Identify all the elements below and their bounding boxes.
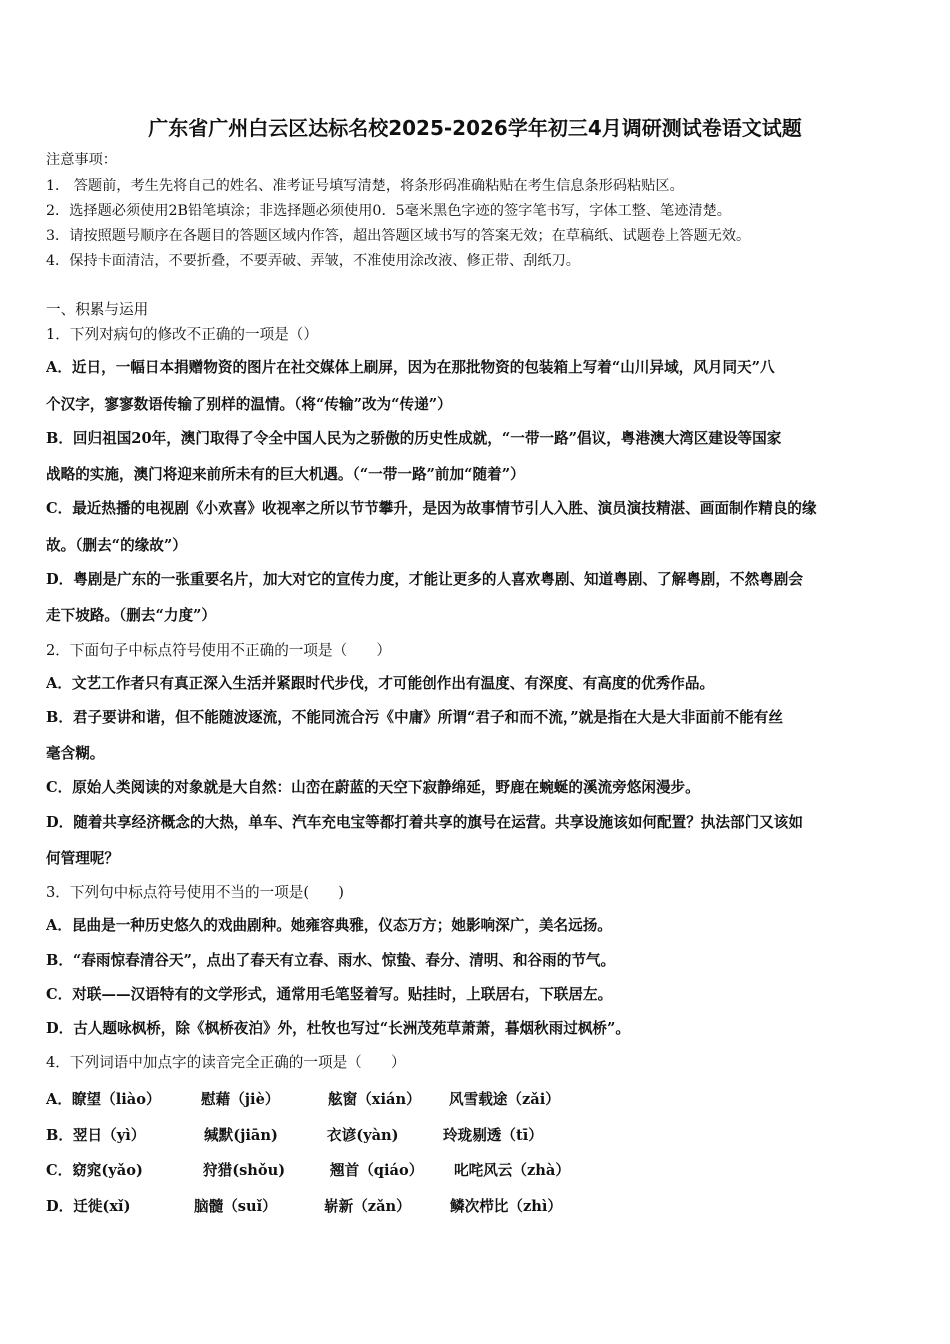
option-word: A．瞭望（liào） bbox=[46, 1091, 161, 1108]
question-stem: 2．下面句子中标点符号使用不正确的一项是（ ） bbox=[46, 642, 391, 659]
option-word: 风雪载途（zǎi） bbox=[449, 1091, 560, 1108]
option-line: D．随着共享经济概念的大热，单车、汽车充电宝等都打着共享的旗号在运营。共享设施该如何配置？执法部门又该如 bbox=[46, 814, 803, 831]
option-word: D．迁徙(xǐ) bbox=[46, 1198, 131, 1215]
option-line: A．近日，一幅日本捐赠物资的图片在社交媒体上刷屏，因为在那批物资的包装箱上写着“山川异域，风月同天”八 bbox=[46, 359, 775, 376]
option-word: 翘首（qiáo） bbox=[330, 1162, 424, 1179]
option-line: A．文艺工作者只有真正深入生活并紧跟时代步伐，才可能创作出有温度、有深度、有高度的优秀作品。 bbox=[46, 675, 715, 692]
option-line: C．最近热播的电视剧《小欢喜》收视率之所以节节攀升，是因为故事情节引人入胜、演员演技精湛、画面制作精良的缘 bbox=[46, 500, 817, 517]
option-line: B．回归祖国20年，澳门取得了令全中国人民为之骄傲的历史性成就，“一带一路”倡议，粤港澳大湾区建设等国家 bbox=[46, 430, 782, 447]
option-line: D．古人题咏枫桥，除《枫桥夜泊》外，杜牧也写过“长洲茂苑草萧萧，暮烟秋雨过枫桥”。 bbox=[46, 1020, 631, 1037]
option-word: 崭新（zǎn） bbox=[324, 1198, 411, 1215]
notice-item: 3．请按照题号顺序在各题目的答题区域内作答，超出答题区域书写的答案无效；在草稿纸、试题卷上答题无效。 bbox=[46, 228, 751, 244]
option-line: 个汉字，寥寥数语传输了别样的温情。（将“传输”改为“传递”） bbox=[46, 396, 452, 413]
option-word: 衣谚(yàn) bbox=[327, 1127, 399, 1144]
notice-item: 4．保持卡面清洁，不要折叠，不要弄破、弄皱，不准使用涂改液、修正带、刮纸刀。 bbox=[46, 253, 580, 269]
option-row bbox=[46, 1195, 910, 1217]
option-word: 狩猎(shǒu) bbox=[203, 1162, 286, 1179]
option-line: B．“春雨惊春清谷天”，点出了春天有立春、雨水、惊蛰、春分、清明、和谷雨的节气。 bbox=[46, 952, 616, 969]
option-word: 脑髓（suǐ） bbox=[194, 1198, 277, 1215]
option-word: C．窈窕(yǎo) bbox=[46, 1162, 143, 1179]
exam-title: 广东省广州白云区达标名校2025-2026学年初三4月调研测试卷语文试题 bbox=[148, 116, 802, 140]
option-row bbox=[46, 1159, 910, 1181]
option-line: 战略的实施，澳门将迎来前所未有的巨大机遇。（“一带一路”前加“随着”） bbox=[46, 466, 525, 483]
option-line: C．原始人类阅读的对象就是大自然：山峦在蔚蓝的天空下寂静绵延，野鹿在蜿蜒的溪流旁悠闲漫步。 bbox=[46, 779, 700, 796]
notice-item: 2．选择题必须使用2B铅笔填涂；非选择题必须使用0．5毫米黑色字迹的签字笔书写，字体工整、笔迹清楚。 bbox=[46, 203, 731, 219]
option-word: 慰藉（jiè） bbox=[201, 1091, 280, 1108]
notice-item: 1． 答题前，考生先将自己的姓名、准考证号填写清楚，将条形码准确粘贴在考生信息条形码粘贴区。 bbox=[46, 178, 684, 194]
section-heading: 一、积累与运用 bbox=[46, 301, 149, 318]
option-line: 毫含糊。 bbox=[46, 745, 105, 762]
option-word: B．翌日（yì） bbox=[46, 1127, 146, 1144]
option-row bbox=[46, 1088, 910, 1110]
option-word: 叱咤风云（zhà） bbox=[454, 1162, 570, 1179]
option-row bbox=[46, 1124, 910, 1146]
option-line: A．昆曲是一种历史悠久的戏曲剧种。她雍容典雅，仪态万方；她影响深广，美名远扬。 bbox=[46, 917, 612, 934]
option-word: 鳞次栉比（zhì） bbox=[450, 1198, 563, 1215]
option-line: D．粤剧是广东的一张重要名片，加大对它的宣传力度，才能让更多的人喜欢粤剧、知道粤剧、了解粤剧，不然粤剧会 bbox=[46, 571, 803, 588]
option-line: 何管理呢？ bbox=[46, 850, 119, 867]
option-word: 玲珑剔透（tī） bbox=[443, 1127, 543, 1144]
option-line: 走下坡路。（删去“力度”） bbox=[46, 607, 217, 624]
option-line: C．对联——汉语特有的文学形式，通常用毛笔竖着写。贴挂时，上联居右，下联居左。 bbox=[46, 986, 613, 1003]
notice-heading: 注意事项： bbox=[46, 152, 117, 168]
option-line: 故。（删去“的缘故”） bbox=[46, 537, 187, 554]
question-stem: 4．下列词语中加点字的读音完全正确的一项是（ ） bbox=[46, 1054, 406, 1071]
question-stem: 1．下列对病句的修改不正确的一项是（） bbox=[46, 326, 318, 343]
option-word: 缄默(jiān) bbox=[204, 1127, 278, 1144]
option-word: 舷窗（xián） bbox=[328, 1091, 421, 1108]
question-stem: 3．下列句中标点符号使用不当的一项是( ) bbox=[46, 884, 344, 901]
option-line: B．君子要讲和谐，但不能随波逐流，不能同流合污《中庸》所谓“君子和而不流，”就是指在大是大非面前不能有丝 bbox=[46, 709, 783, 726]
